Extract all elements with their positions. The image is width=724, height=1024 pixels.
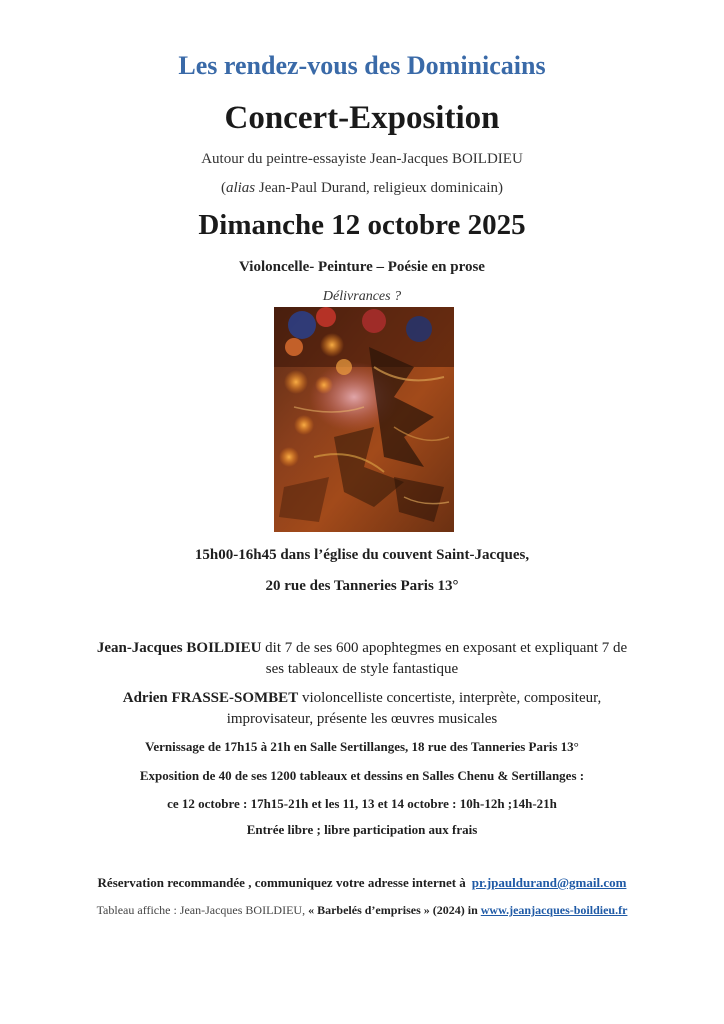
exposition-line: Exposition de 40 de ses 1200 tableaux et dessins en Salles Chenu & Sertillanges : (139, 768, 585, 783)
credit-in: in (464, 903, 481, 917)
cellist-name: Adrien FRASSE-SOMBET (122, 690, 299, 706)
credit-prefix: Tableau affiche : Jean-Jacques BOILDIEU, (96, 903, 309, 917)
artist-text-line2: ses tableaux de style fantastique (265, 661, 459, 677)
abstract-painting (274, 307, 454, 532)
time-place: 15h00-16h45 dans l’église du couvent Saint-Jacques, (194, 547, 530, 563)
alias-rest: Jean-Paul Durand, religieux dominicain) (255, 180, 504, 196)
painting-image (274, 307, 454, 532)
cellist-text-line2: improvisateur, présente les œuvres musicales (226, 711, 498, 727)
alias-word: alias (225, 180, 256, 196)
artist-text-line1: dit 7 de ses 600 apophtegmes en exposant et expliquant 7 de (261, 640, 628, 656)
artwork-title: « Barbelés d’emprises » (2024) (308, 903, 465, 917)
subtitle: Autour du peintre-essayiste Jean-Jacques BOILDIEU (201, 151, 523, 167)
cellist-text-line1: violoncelliste concertiste, interprète, compositeur, (298, 690, 602, 706)
opening-dates: ce 12 octobre : 17h15-21h et les 11, 13 et 14 octobre : 10h-12h ;14h-21h (167, 796, 557, 811)
artist-paragraph (60, 638, 664, 680)
reservation-line (0, 875, 724, 891)
alias-line (0, 180, 724, 197)
vernissage-line: Vernissage de 17h15 à 21h en Salle Sertillanges, 18 rue des Tanneries Paris 13° (145, 739, 579, 754)
main-title: Concert-Exposition (224, 100, 500, 136)
genres: Violoncelle- Peinture – Poésie en prose (239, 259, 485, 275)
work-title: Délivrances ? (322, 289, 402, 304)
artist-name: Jean-Jacques BOILDIEU (96, 640, 262, 656)
cellist-paragraph (60, 688, 664, 730)
entry-line: Entrée libre ; libre participation aux frais (246, 822, 478, 837)
credit-line (0, 903, 724, 918)
alias-open: ( (220, 180, 226, 196)
email-link[interactable]: pr.jpauldurand@gmail.com (471, 875, 627, 890)
event-date: Dimanche 12 octobre 2025 (198, 209, 526, 241)
address: 20 rue des Tanneries Paris 13° (265, 578, 459, 594)
website-link[interactable]: www.jeanjacques-boildieu.fr (480, 903, 628, 917)
series-title: Les rendez-vous des Dominicains (178, 51, 546, 80)
reservation-text: Réservation recommandée , communiquez votre adresse internet à (97, 875, 466, 890)
